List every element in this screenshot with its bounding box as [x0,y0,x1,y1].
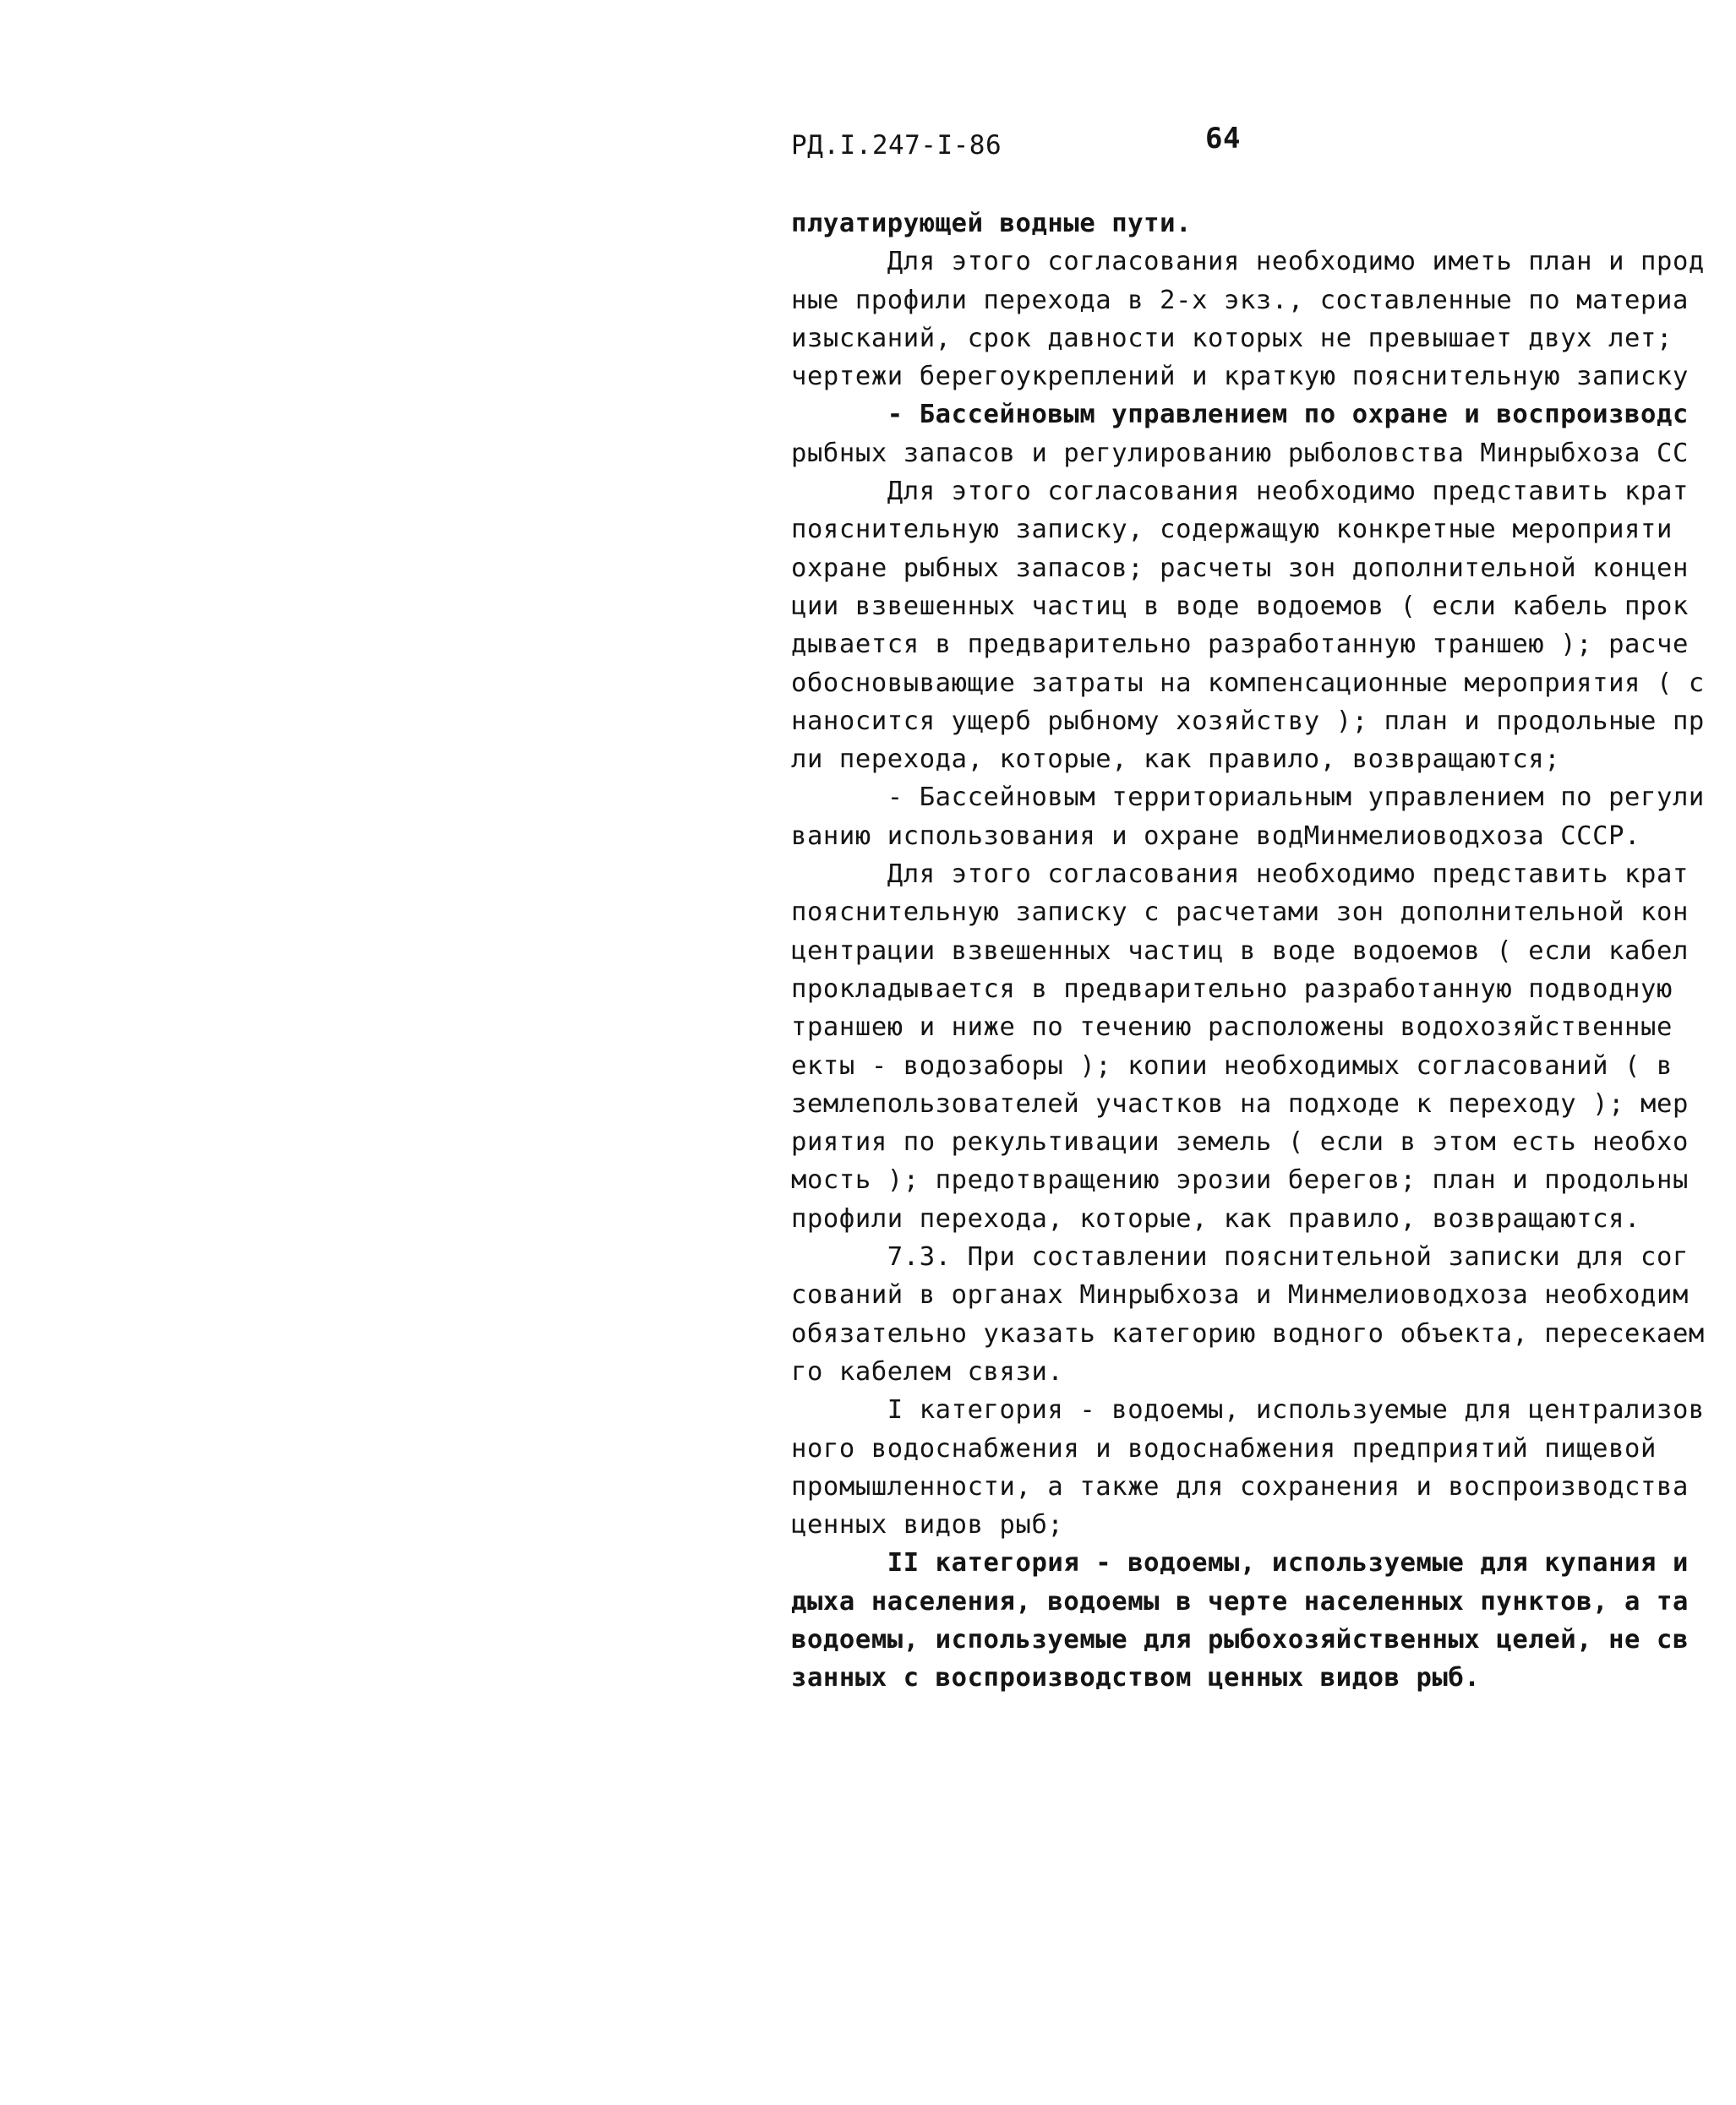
text-line: го кабелем связи. [791,1356,1064,1387]
text-line: изысканий, срок давности которых не превышает двух лет; [791,323,1673,353]
text-line: ные профили перехода в 2-х экз., составленные по материа [791,285,1689,315]
text-line: риятия по рекультивации земель ( если в этом есть необхо [791,1127,1689,1158]
text-line: ванию использования и охране водМинмелиоводхоза СССР. [791,821,1641,851]
text-line: плуатирующей водные пути. [791,209,1193,238]
text-line: обязательно указать категорию водного объекта, пересекаем [791,1318,1705,1349]
text-line: дывается в предварительно разработанную траншею ); расче [791,630,1689,660]
text-line: центрации взвешенных частиц в воде водоемов ( если кабел [791,935,1689,966]
text-line: дыха населения, водоемы в черте населенных пунктов, а та [791,1586,1689,1617]
text-line: екты - водозаборы ); копии необходимых согласований ( в [791,1050,1673,1081]
text-line: Для этого согласования необходимо представить крат [791,859,1689,890]
document-code: РД.I.247-I-86 [791,130,1002,161]
text-line: траншею и ниже по течению расположены водохозяйственные [791,1012,1673,1043]
text-line: пояснительную записку с расчетами зон дополнительной кон [791,897,1689,928]
text-line: мость ); предотвращению эрозии берегов; план и продольны [791,1165,1689,1196]
text-line: 7.3. При составлении пояснительной записки для сог [791,1242,1689,1273]
text-line: занных с воспроизводством ценных видов рыб. [791,1663,1481,1693]
text-line: ции взвешенных частиц в воде водоемов ( если кабель прок [791,591,1689,621]
text-line: промышленности, а также для сохранения и воспроизводства [791,1471,1689,1502]
text-line: водоемы, используемые для рыбохозяйственных целей, не св [791,1624,1689,1655]
text-line: ного водоснабжения и водоснабжения предприятий пищевой [791,1433,1657,1464]
text-line: профили перехода, которые, как правило, возвращаются. [791,1203,1641,1234]
text-line: обосновывающие затраты на компенсационные мероприятия ( с [791,668,1705,698]
text-line: - Бассейновым управлением по охране и воспроизводс [791,400,1689,430]
text-line: Для этого согласования необходимо иметь план и прод [791,247,1705,277]
text-line: ли перехода, которые, как правило, возвращаются; [791,744,1561,775]
text-line: прокладывается в предварительно разработанную подводную [791,973,1673,1004]
text-line: ценных видов рыб; [791,1510,1064,1541]
text-line: землепользователей участков на подходе к переходу ); мер [791,1088,1689,1119]
text-line: пояснительную записку, содержащую конкретные мероприяти [791,515,1673,545]
text-line: наносится ущерб рыбному хозяйству ); план и продольные пр [791,706,1705,736]
text-line: чертежи берегоукреплений и краткую пояснительную записку [791,362,1689,392]
page-number: 64 [1205,122,1241,155]
text-line: охране рыбных запасов; расчеты зон дополнительной концен [791,553,1689,583]
text-line: - Бассейновым территориальным управлением по регули [791,783,1705,813]
text-line: рыбных запасов и регулированию рыболовства Минрыбхоза СС [791,438,1689,468]
body-text [791,205,1729,1698]
text-line: Для этого согласования необходимо представить крат [791,477,1689,507]
text-line: II категория - водоемы, используемые для купания и [791,1548,1689,1579]
text-line: сований в органах Минрыбхоза и Минмелиоводхоза необходим [791,1280,1689,1311]
text-line: I категория - водоемы, используемые для централизов [791,1395,1705,1426]
page-header [791,118,1729,169]
